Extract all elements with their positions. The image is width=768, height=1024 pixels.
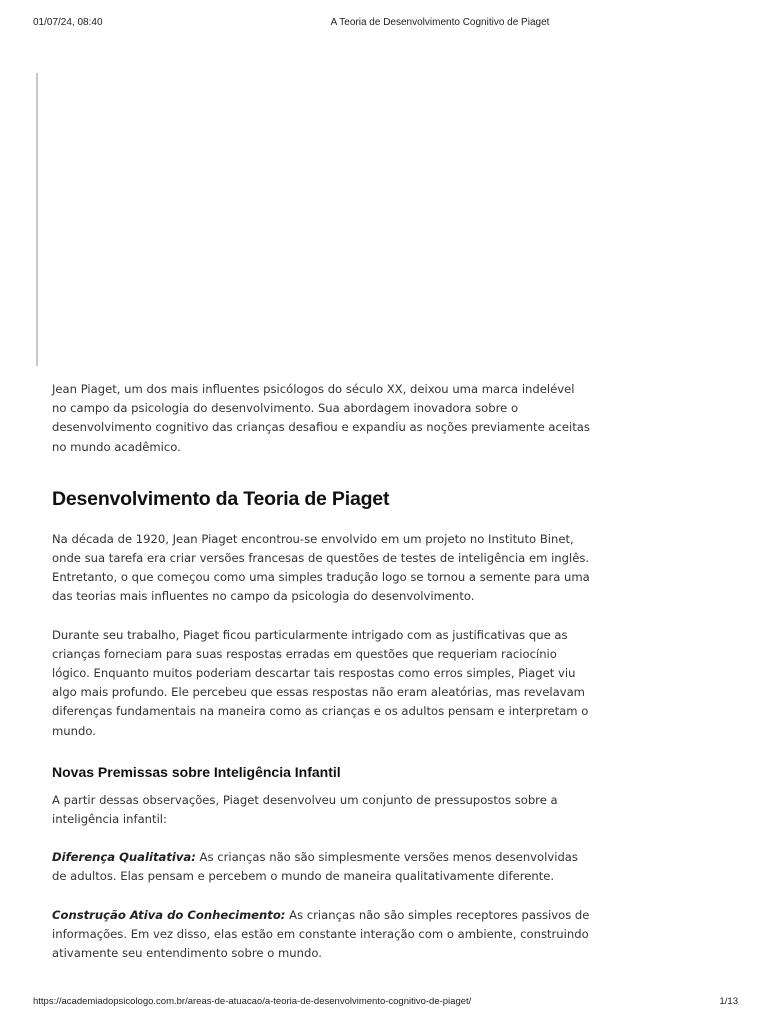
premise-term: Construção Ativa do Conhecimento: [52,907,286,922]
print-page-title: A Teoria de Desenvolvimento Cognitivo de Piaget [330,17,550,28]
paragraph-premises-intro: A partir dessas observações, Piaget desenvolveu um conjunto de pressupostos sobre a inteligência infantil: [52,792,558,827]
embedded-media-frame [36,73,38,366]
print-header [0,0,768,40]
premise-qualitative-difference [52,848,592,886]
intro-paragraph: Jean Piaget, um dos mais influentes psicólogos do século XX, deixou uma marca indelével no campo da psicologia do desenvolvimento. Sua abordagem inovadora sobre o desenvolvimento cognitivo das crianças desafiou e expandiu as noções previamente aceitas no mundo acadêmico. [52,382,590,454]
premise-text: As crianças não são simples receptores passivos de informações. Em vez disso, elas estão em constante interação com o ambiente, construindo ativamente seu entendimento sobre o mundo. [52,907,590,961]
print-datetime: 01/07/24, 08:40 [33,17,103,28]
premise-active-construction [52,906,592,964]
page-number: 1/13 [719,996,738,1007]
paragraph-wrong-answers: Durante seu trabalho, Piaget ficou particularmente intrigado com as justificativas que as crianças forneciam para suas respostas erradas em questões que requeriam raciocínio lógico. Enquanto muitos poderiam descartar tais respostas como erros simples, Piaget viu algo mais profundo. Ele percebeu que essas respostas não eram aleatórias, mas revelavam diferenças fundamentais na maneira como as crianças e os adultos pensam e interpretam o mundo. [52,627,589,738]
premise-text: As crianças não são simplesmente versões menos desenvolvidas de adultos. Elas pensam e percebem o mundo de maneira qualitativamente diferente. [52,850,578,884]
source-url: https://academiadopsicologo.com.br/areas-de-atuacao/a-teoria-de-desenvolvimento-cognitivo-de-piaget/ [33,996,472,1007]
premise-term: Diferença Qualitativa: [52,850,196,865]
article-body [52,380,592,982]
section-heading-development: Desenvolvimento da Teoria de Piaget [52,487,390,510]
paragraph-binet-institute: Na década de 1920, Jean Piaget encontrou-se envolvido em um projeto no Instituto Binet, onde sua tarefa era criar versões francesas de questões de testes de inteligência em inglês. Entretanto, o que começou como uma simples tradução logo se tornou a semente para uma das teorias mais influentes no campo da psicologia do desenvolvimento. [52,531,590,604]
section-heading-premises: Novas Premissas sobre Inteligência Infantil [52,763,341,780]
